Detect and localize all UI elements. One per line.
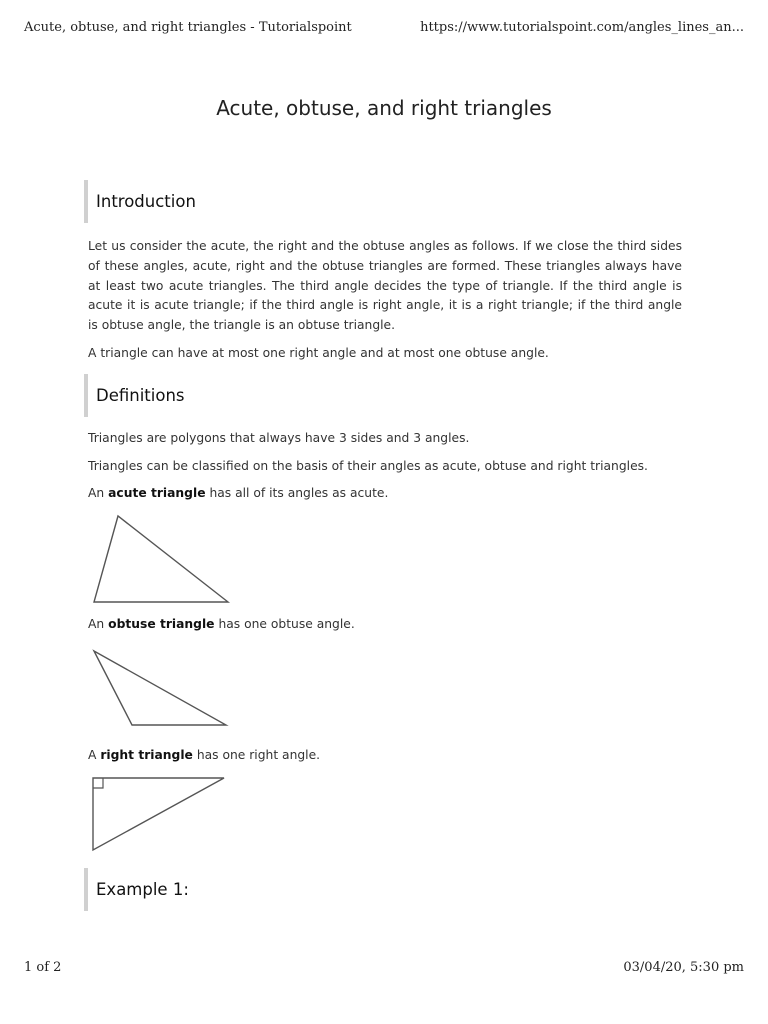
section-heading-introduction: Introduction [84,180,682,223]
acute-term: acute triangle [108,486,206,501]
right-triangle-figure [88,774,238,854]
print-doc-title: Acute, obtuse, and right triangles - Tutorialspoint [24,20,352,35]
acute-prefix: An [88,486,109,501]
article-content [88,180,682,923]
print-header [24,20,744,35]
intro-paragraph-2: A triangle can have at most one right angle and at most one obtuse angle. [88,345,549,360]
print-datetime: 03/04/20, 5:30 pm [623,960,744,975]
obtuse-prefix: An [88,617,109,632]
right-definition [88,746,682,766]
section-heading-example-1: Example 1: [84,868,682,911]
section-heading-definitions: Definitions [84,374,682,417]
obtuse-definition [88,615,682,635]
page-title: Acute, obtuse, and right triangles [216,96,552,120]
obtuse-term: obtuse triangle [108,617,215,632]
intro-paragraph: Let us consider the acute, the right and the obtuse angles as follows. If we close the third sides of these angles, acute, right and the obtuse triangles are formed. These triangles always have at least two acute triangles. The third angle decides the type of triangle. If the third angle is acute it is acute triangle; if the third angle is right angle, it is a right triangle; if the third angle is obtuse angle, the triangle is an obtuse triangle. [88,239,682,333]
definitions-paragraph-2: Triangles can be classified on the basis of their angles as acute, obtuse and right triangles. [88,458,648,473]
right-prefix: A [88,747,101,762]
acute-definition [88,484,682,504]
right-term: right triangle [100,747,193,762]
right-suffix: has one right angle. [192,747,321,762]
obtuse-triangle-figure [88,643,238,738]
print-url: https://www.tutorialspoint.com/angles_lines_an... [420,20,744,35]
page-indicator: 1 of 2 [24,960,62,975]
acute-triangle-figure [88,512,238,607]
print-footer [24,960,744,975]
acute-suffix: has all of its angles as acute. [205,486,389,501]
definitions-paragraph: Triangles are polygons that always have 3 sides and 3 angles. [88,430,470,445]
obtuse-suffix: has one obtuse angle. [214,617,355,632]
